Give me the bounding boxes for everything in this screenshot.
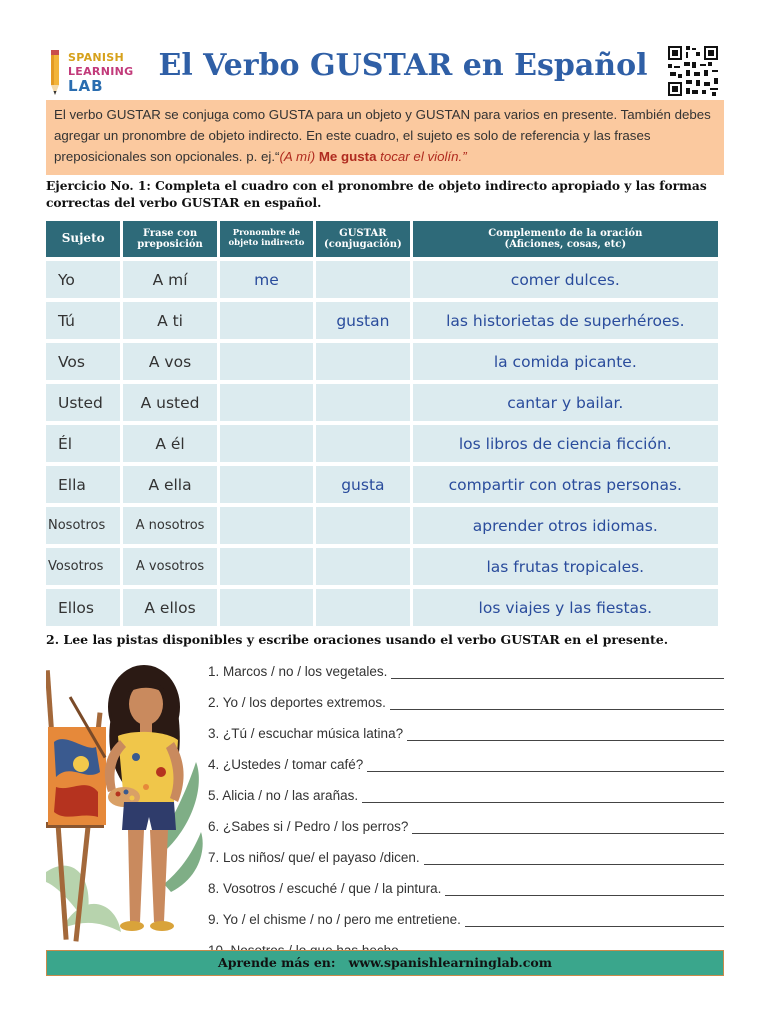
exercise2-list [208,652,724,962]
phrase-cell: A ella [123,466,216,503]
spanish-learning-lab-logo[interactable] [46,46,156,98]
qr-code-icon[interactable] [666,44,720,98]
exercise2-item [208,869,724,900]
gustar-answer-cell[interactable] [316,343,409,380]
phrase-cell: A vosotros [123,548,216,585]
complement-cell: los libros de ciencia ficción. [413,425,718,462]
intro-box [46,100,724,175]
subject-cell: Ella [46,466,120,503]
exercise2-prompt: 4. ¿Ustedes / tomar café? [208,757,364,772]
pronoun-answer-cell[interactable]: me [220,261,313,298]
exercise2-item [208,807,724,838]
footer-prefix: Aprende más en: [218,955,336,970]
exercise2-prompt: 9. Yo / el chisme / no / pero me entretiene. [208,912,461,927]
exercise2-item [208,776,724,807]
complement-cell: comer dulces. [413,261,718,298]
gustar-answer-cell[interactable] [316,261,409,298]
phrase-cell: A vos [123,343,216,380]
complement-cell: cantar y bailar. [413,384,718,421]
column-header-phrase: Frase con preposición [123,221,216,257]
exercise2-heading: 2. Lee las pistas disponibles y escribe oraciones usando el verbo GUSTAR en el presente. [46,632,669,647]
table-row [46,425,718,462]
subject-cell: Tú [46,302,120,339]
subject-cell: Vos [46,343,120,380]
table-row [46,548,718,585]
answer-line[interactable] [424,853,724,865]
table-row [46,507,718,544]
subject-cell: Él [46,425,120,462]
table-row [46,384,718,421]
logo-line-lab: LAB [68,77,104,95]
pronoun-answer-cell[interactable] [220,548,313,585]
phrase-cell: A nosotros [123,507,216,544]
table-row [46,343,718,380]
intro-text: El verbo GUSTAR se conjuga como GUSTA para un objeto y GUSTAN para varios en presente. También debes agregar un pronombre de objeto indirecto. En este cuadro, el sujeto es solo de referencia y las frases preposicionales son opcionales. p. ej.“ [54,107,711,164]
gustar-table [43,217,721,630]
pronoun-answer-cell[interactable] [220,343,313,380]
exercise2-item [208,900,724,931]
table-row [46,261,718,298]
phrase-cell: A ti [123,302,216,339]
footer-url-link[interactable]: www.spanishlearninglab.com [348,955,552,970]
pronoun-answer-cell[interactable] [220,466,313,503]
complement-cell: aprender otros idiomas. [413,507,718,544]
exercise2-item [208,838,724,869]
page-title: El Verbo GUSTAR en Español [158,48,648,83]
gustar-answer-cell[interactable] [316,548,409,585]
exercise1-heading: Ejercicio No. 1: Completa el cuadro con el pronombre de objeto indirecto apropiado y las formas correctas del verbo GUSTAR en español. [46,179,707,210]
table-row [46,302,718,339]
column-header-subject: Sujeto [46,221,120,257]
logo-line-spanish: SPANISH [68,51,125,64]
pronoun-answer-cell[interactable] [220,589,313,626]
header [46,44,724,100]
subject-cell: Nosotros [46,507,120,544]
intro-close-quote: ” [462,149,467,164]
exercise2-prompt: 5. Alicia / no / las arañas. [208,788,359,803]
pronoun-answer-cell[interactable] [220,302,313,339]
answer-line[interactable] [407,729,724,741]
answer-line[interactable] [362,791,724,803]
intro-example-verb: Me gusta [318,149,377,164]
column-header-pronoun: Pronombre de objeto indirecto [220,221,313,257]
exercise2-prompt: 8. Vosotros / escuché / que / la pintura. [208,881,442,896]
complement-cell: las historietas de superhéroes. [413,302,718,339]
intro-example-subject: (A mí) [279,149,319,164]
exercise2-prompt: 7. Los niños/ que/ el payaso /dicen. [208,850,420,865]
answer-line[interactable] [465,915,724,927]
answer-line[interactable] [412,822,724,834]
phrase-cell: A ellos [123,589,216,626]
subject-cell: Vosotros [46,548,120,585]
exercise2-prompt: 6. ¿Sabes si / Pedro / los perros? [208,819,409,834]
subject-cell: Ellos [46,589,120,626]
gustar-answer-cell[interactable]: gusta [316,466,409,503]
gustar-answer-cell[interactable] [316,507,409,544]
exercise2-item [208,714,724,745]
subject-cell: Yo [46,261,120,298]
complement-cell: compartir con otras personas. [413,466,718,503]
exercise2-item [208,652,724,683]
exercise2-prompt: 2. Yo / los deportes extremos. [208,695,386,710]
answer-line[interactable] [391,667,724,679]
exercise2-item [208,745,724,776]
intro-example-rest: tocar el violín. [376,149,463,164]
logo-line-learning: LEARNING [68,65,134,78]
gustar-answer-cell[interactable] [316,384,409,421]
table-row [46,589,718,626]
answer-line[interactable] [367,760,724,772]
column-header-gustar: GUSTAR (conjugación) [316,221,409,257]
pronoun-answer-cell[interactable] [220,384,313,421]
pencil-icon [48,50,62,96]
phrase-cell: A mí [123,261,216,298]
table-row [46,466,718,503]
exercise2-prompt: 1. Marcos / no / los vegetales. [208,664,388,679]
gustar-answer-cell[interactable]: gustan [316,302,409,339]
phrase-cell: A usted [123,384,216,421]
pronoun-answer-cell[interactable] [220,425,313,462]
gustar-answer-cell[interactable] [316,425,409,462]
answer-line[interactable] [390,698,724,710]
footer-banner [46,950,724,976]
column-header-complement: Complemento de la oración (Aficiones, cosas, etc) [413,221,718,257]
painter-illustration [46,652,206,947]
phrase-cell: A él [123,425,216,462]
exercise2-item [208,683,724,714]
complement-cell: la comida picante. [413,343,718,380]
gustar-answer-cell[interactable] [316,589,409,626]
complement-cell: los viajes y las fiestas. [413,589,718,626]
answer-line[interactable] [445,884,724,896]
pronoun-answer-cell[interactable] [220,507,313,544]
exercise2-prompt: 3. ¿Tú / escuchar música latina? [208,726,404,741]
subject-cell: Usted [46,384,120,421]
complement-cell: las frutas tropicales. [413,548,718,585]
